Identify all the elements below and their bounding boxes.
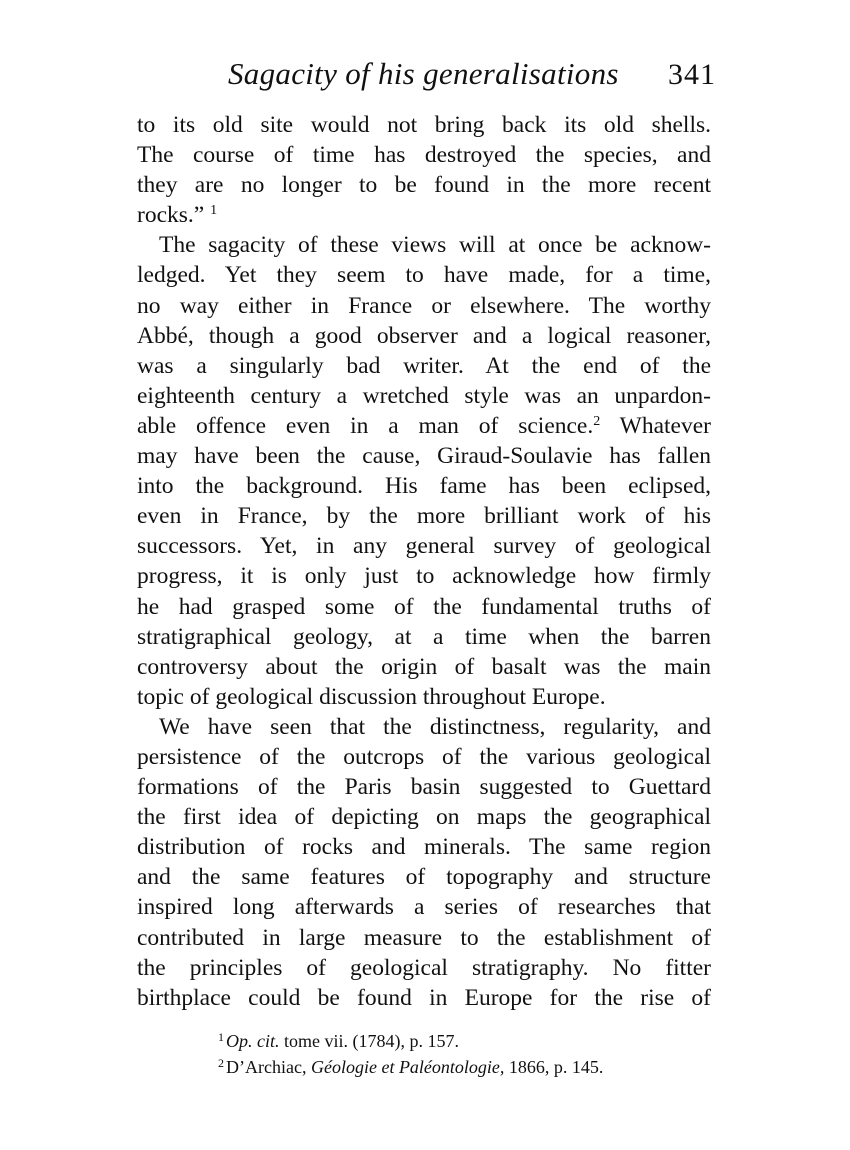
running-title: Sagacity of his generalisations xyxy=(228,56,619,91)
text-line: they are no longer to be found in the more recent xyxy=(137,172,711,199)
text-line: the principles of geological stratigraphy. No fitter xyxy=(137,954,711,981)
text-line: was a singularly bad writer. At the end of the xyxy=(137,352,711,379)
text-line: the first idea of depicting on maps the geographical xyxy=(137,804,711,831)
text-line: no way either in France or elsewhere. The worthy xyxy=(137,292,711,319)
footnote-title: Géologie et Paléontologie, xyxy=(310,1057,505,1077)
text-line: even in France, by the more brilliant work of his xyxy=(137,503,711,530)
text-line: may have been the cause, Giraud-Soulavie has fallen xyxy=(137,443,711,470)
footnote-text: tome vii. (1784), p. 157. xyxy=(279,1031,459,1051)
text-line: contributed in large measure to the establishment of xyxy=(137,924,711,951)
body-text xyxy=(137,110,711,1013)
text-segment: Whatever xyxy=(619,412,711,439)
text-line: distribution of rocks and minerals. The same region xyxy=(137,834,711,861)
footnote-author: D’Archiac, xyxy=(226,1057,311,1077)
text-line: inspired long afterwards a series of researches that xyxy=(137,894,711,921)
text-line xyxy=(137,411,711,441)
footnote-2 xyxy=(218,1054,698,1080)
running-head xyxy=(228,56,716,100)
footnote-ref: 1 xyxy=(210,203,218,219)
text-line: into the background. His fame has been eclipsed, xyxy=(137,473,711,500)
text-line: persistence of the outcrops of the various geological xyxy=(137,743,711,770)
footnote-ref: 2 xyxy=(593,413,601,429)
page-number: 341 xyxy=(668,58,716,91)
text-line: ledged. Yet they seem to have made, for a time, xyxy=(137,262,711,289)
text-line: to its old site would not bring back its old shells. xyxy=(137,112,711,138)
footnote-title: Op. cit. xyxy=(226,1031,280,1051)
footnote-text: 1866, p. 145. xyxy=(504,1057,604,1077)
text-line: The course of time has destroyed the species, and xyxy=(137,142,711,169)
footnote-number: 2 xyxy=(218,1056,224,1070)
footnote-1 xyxy=(218,1028,698,1054)
text-line: eighteenth century a wretched style was an unpardon- xyxy=(137,382,711,409)
text-line: controversy about the origin of basalt was the main xyxy=(137,653,711,680)
footnote-number: 1 xyxy=(218,1030,224,1044)
text-line: he had grasped some of the fundamental truths of xyxy=(137,593,711,620)
text-segment: rocks.” xyxy=(137,202,205,229)
footnotes xyxy=(218,1028,698,1080)
text-line: topic of geological discussion throughout Europe. xyxy=(137,683,606,710)
text-line: successors. Yet, in any general survey of geological xyxy=(137,533,711,560)
text-line: Abbé, though a good observer and a logical reasoner, xyxy=(137,322,711,349)
text-line: We have seen that the distinctness, regularity, and xyxy=(159,713,711,740)
text-line xyxy=(137,200,711,230)
text-line: formations of the Paris basin suggested to Guettard xyxy=(137,774,711,801)
text-segment: able offence even in a man of science. xyxy=(137,412,594,439)
text-line: progress, it is only just to acknowledge how firmly xyxy=(137,563,711,590)
text-line: The sagacity of these views will at once be acknow- xyxy=(159,232,711,259)
text-line: stratigraphical geology, at a time when the barren xyxy=(137,623,711,650)
text-line: and the same features of topography and structure xyxy=(137,864,711,891)
text-line: birthplace could be found in Europe for the rise of xyxy=(137,984,711,1011)
